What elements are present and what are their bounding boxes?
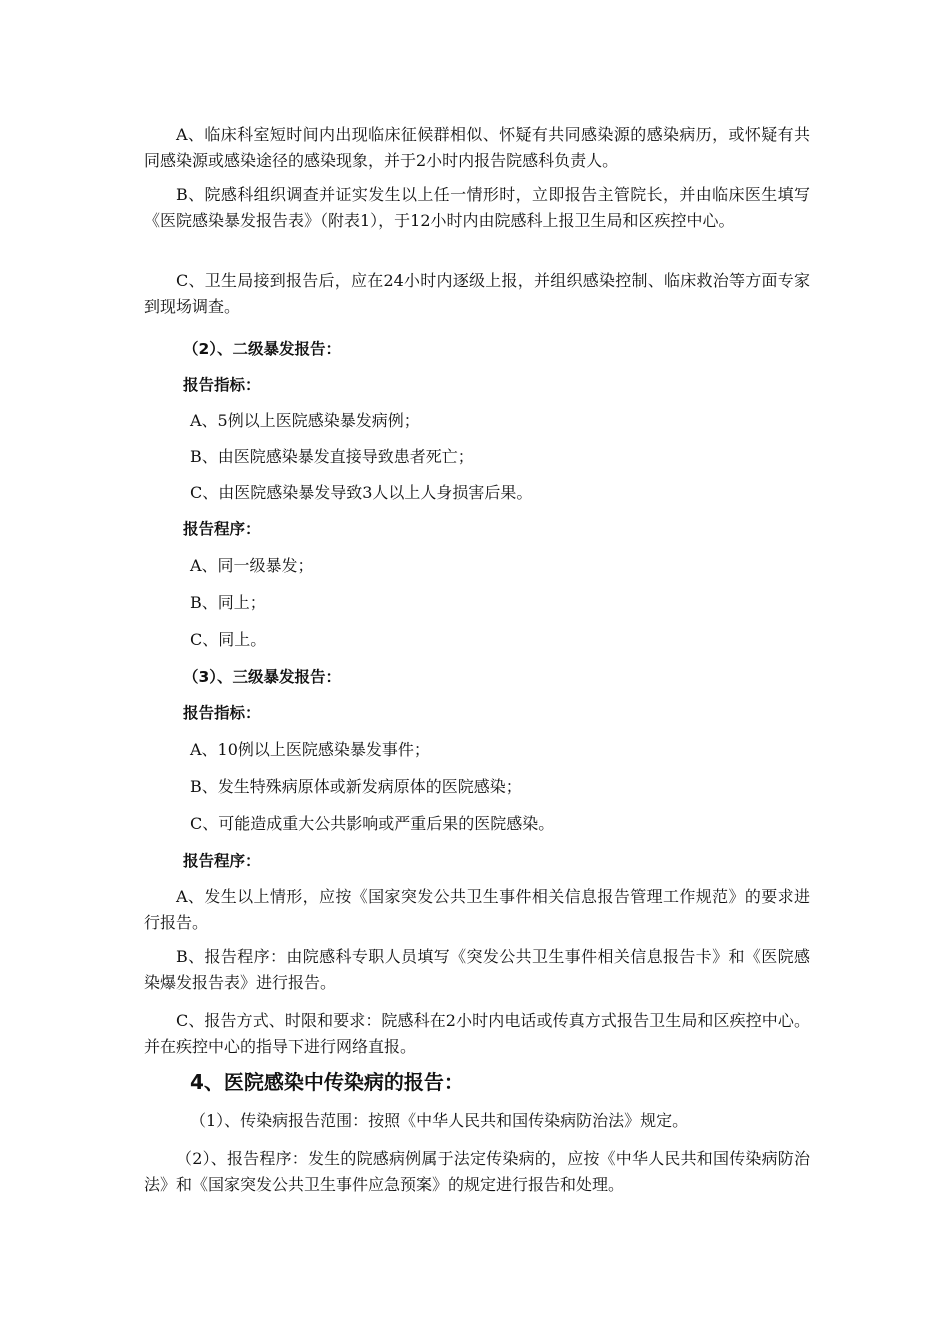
level3-heading: （3）、三级暴发报告： xyxy=(183,668,342,686)
level2-procedure-a: A、同一级暴发； xyxy=(190,556,314,575)
level2-indicator-c: C、由医院感染暴发导致3人以上人身损害后果。 xyxy=(190,483,533,502)
level3-indicator-c: C、可能造成重大公共影响或严重后果的医院感染。 xyxy=(190,814,555,833)
paragraph-c: C、卫生局接到报告后，应在24小时内逐级上报，并组织感染控制、临床救治等方面专家到现场调查。 xyxy=(144,271,810,316)
section4-item-1: （1）、传染病报告范围：按照《中华人民共和国传染病防治法》规定。 xyxy=(190,1111,689,1130)
level3-indicators-label: 报告指标： xyxy=(183,704,261,722)
level2-indicators-label: 报告指标： xyxy=(183,376,261,394)
level3-indicator-a: A、10例以上医院感染暴发事件； xyxy=(190,740,430,759)
level3-procedure-b: B、报告程序：由院感科专职人员填写《突发公共卫生事件相关信息报告卡》和《医院感染爆发报告表》进行报告。 xyxy=(144,947,810,992)
level3-procedure-label: 报告程序： xyxy=(183,852,261,870)
level3-procedure-c: C、报告方式、时限和要求：院感科在2小时内电话或传真方式报告卫生局和区疾控中心。并在疾控中心的指导下进行网络直报。 xyxy=(144,1011,810,1056)
level2-procedure-label: 报告程序： xyxy=(183,520,261,538)
section4-heading: 4、医院感染中传染病的报告： xyxy=(190,1070,464,1094)
level2-indicator-a: A、5例以上医院感染暴发病例； xyxy=(190,411,420,430)
paragraph-a: A、临床科室短时间内出现临床征候群相似、怀疑有共同感染源的感染病历，或怀疑有共同感染源或感染途径的感染现象，并于2小时内报告院感科负责人。 xyxy=(144,125,810,170)
level2-indicator-b: B、由医院感染暴发直接导致患者死亡； xyxy=(190,447,474,466)
level3-indicator-b: B、发生特殊病原体或新发病原体的医院感染； xyxy=(190,777,522,796)
level2-heading: （2）、二级暴发报告： xyxy=(183,340,342,358)
level2-procedure-b: B、同上； xyxy=(190,593,266,612)
paragraph-b: B、院感科组织调查并证实发生以上任一情形时，立即报告主管院长，并由临床医生填写《医院感染暴发报告表》（附表1），于12小时内由院感科上报卫生局和区疾控中心。 xyxy=(144,185,810,230)
level3-procedure-a: A、发生以上情形，应按《国家突发公共卫生事件相关信息报告管理工作规范》的要求进行报告。 xyxy=(144,887,810,932)
section4-item-2: （2）、报告程序：发生的院感病例属于法定传染病的，应按《中华人民共和国传染病防治法》和《国家突发公共卫生事件应急预案》的规定进行报告和处理。 xyxy=(144,1149,810,1194)
level2-procedure-c: C、同上。 xyxy=(190,630,267,649)
